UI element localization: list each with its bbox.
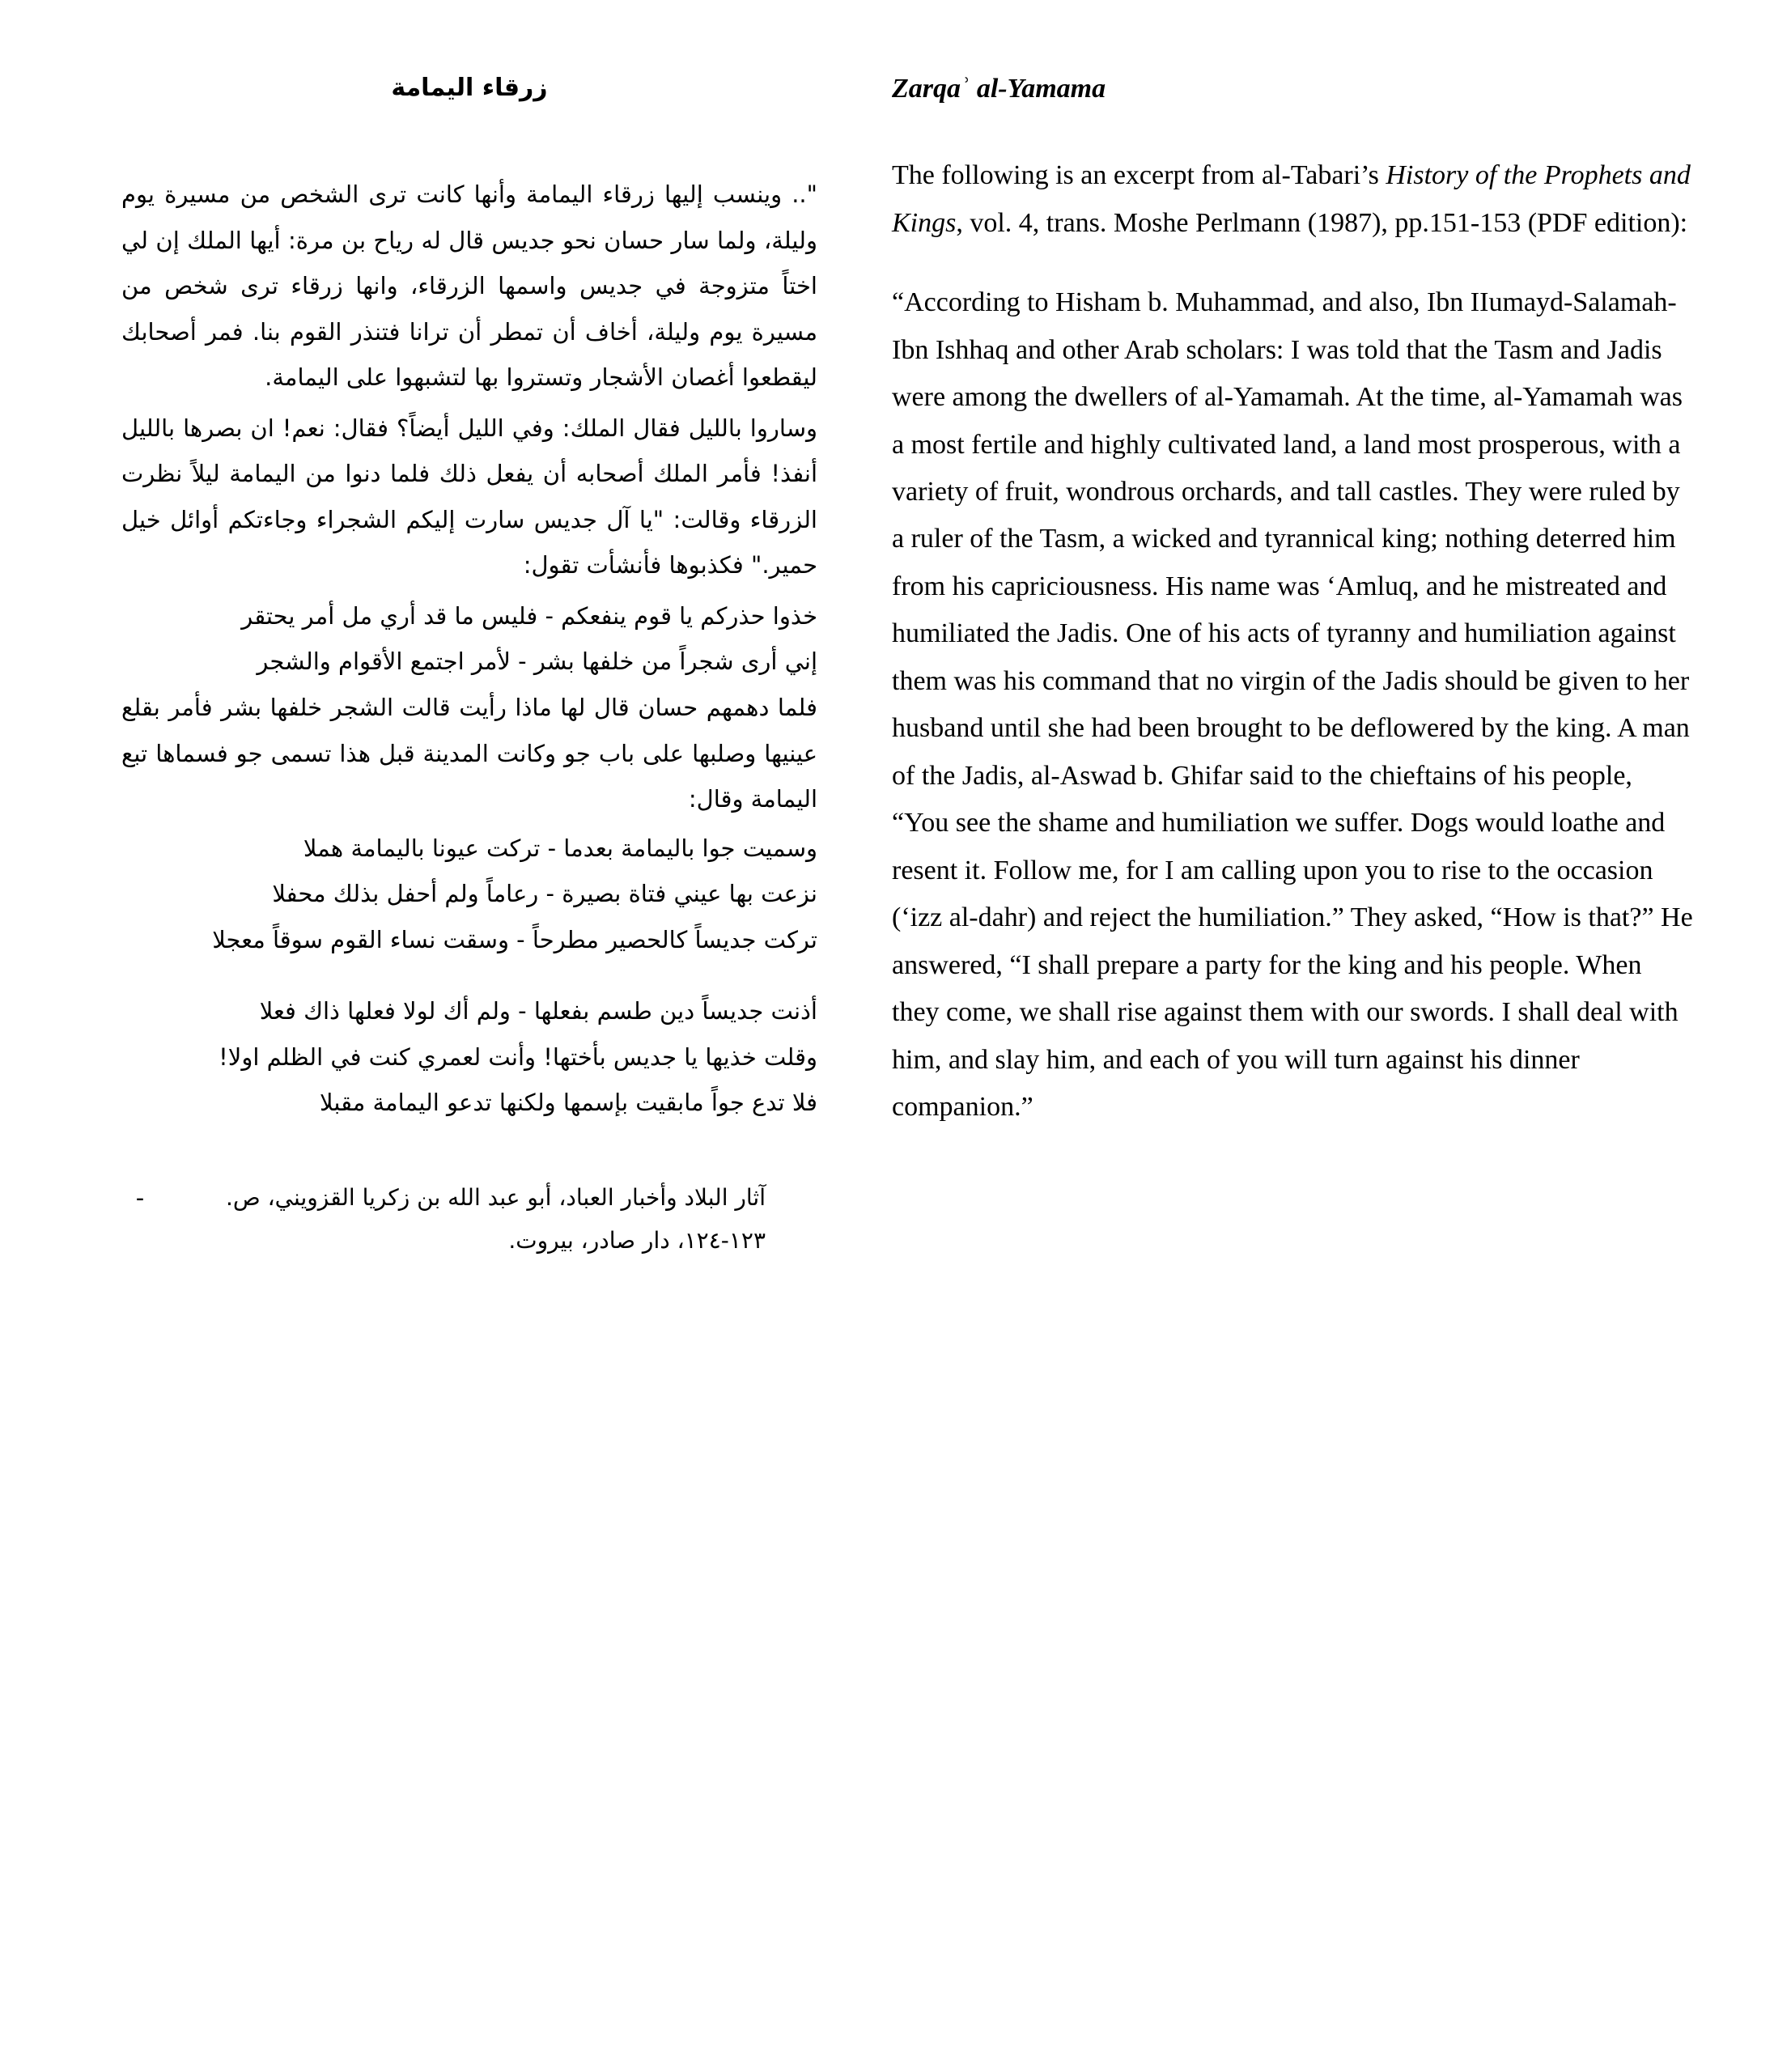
book-title-italic: History of the Prophets and Kings [892, 160, 1691, 238]
arabic-paragraph: ".. وينسب إليها زرقاء اليمامة وأنها كانت ترى الشخص من مسيرة يوم وليلة، ولما سار حسان نحو جديس قال له رياح بن مرة: أيها الملك إن لي اختاً متزوجة في جديس واسمها الزرقاء، وانها زرقاء ترى شخص من مسيرة يوم وليلة، أخاف أن تمطر أن ترانا فتنذر القوم بنا. فمر أصحابك ليقطعوا أغصان الأشجار وتستروا بها لتشبهوا على اليمامة. [121, 180, 817, 392]
arabic-verse-line: فلا تدع جواً مابقيت بإسمها ولكنها تدعو اليمامة مقبلا [320, 1089, 817, 1117]
english-column [874, 71, 1694, 2072]
arabic-source-citation [121, 1176, 817, 1262]
arabic-source-text: آثار البلاد وأخبار العباد، أبو عبد الله بن زكريا القزويني، ص. ١٢٣-١٢٤، دار صادر، بيروت. [225, 1183, 766, 1255]
arabic-verse-line: وسميت جوا باليمامة بعدما - تركت عيونا باليمامة هملا [303, 834, 817, 862]
english-intro-paragraph [892, 152, 1694, 247]
arabic-verse-line: إني أرى شجراً من خلفها بشر - لأمر اجتمع الأقوام والشجر [257, 648, 817, 676]
arabic-verse-line: أذنت جديساً دين طسم بفعلها - ولم أك لولا فعلها ذاك فعلا [259, 997, 817, 1025]
english-title: Zarqaʾ al-Yamama [892, 74, 1106, 104]
arabic-title: زرقاء اليمامة [391, 74, 548, 102]
arabic-verse-block [121, 593, 817, 822]
arabic-verse-line: خذوا حذركم يا قوم ينفعكم - فليس ما قد أري مل أمر يحتقر [241, 601, 817, 630]
intro-text-part-2: , vol. 4, trans. Moshe Perlmann (1987), pp.151-153 (PDF edition): [956, 207, 1688, 238]
arabic-verse-block [121, 826, 817, 963]
arabic-verse-line: تركت جديساً كالحصير مطرحاً - وسقت نساء القوم سوقاً معجلا [212, 925, 817, 953]
list-bullet-dash: - [135, 1183, 145, 1212]
arabic-verse-block [121, 988, 817, 1126]
arabic-paragraph: وساروا بالليل فقال الملك: وفي الليل أيضاً؟ فقال: نعم! ان بصرها بالليل أنفذ! فأمر الملك أصحابه أن يفعل ذلك فلما دنوا من اليمامة ليلاً نظرت الزرقاء وقالت: "يا آل جديس سارت إليكم الشجراء وجاءتكم أوائل خيل حمير." فكذبوها فأنشأت تقول: [121, 414, 817, 580]
arabic-verse-line: نزعت بها عيني فتاة بصيرة - رعاماً ولم أحفل بذلك محفلا [272, 880, 817, 908]
arabic-verse-line: وقلت خذيها يا جديس بأختها! وأنت لعمري كنت في الظلم اولا! [219, 1042, 817, 1071]
arabic-verse-line: فلما دهمهم حسان قال لها ماذا رأيت قالت الشجر خلفها بشر فأمر بقلع عينيها وصلبها على باب جو وكانت المدينة قبل هذا تسمى جو فسماها تبع اليمامة وقال: [121, 694, 817, 813]
english-body-paragraph: “According to Hisham b. Muhammad, and also, Ibn IIumayd-Salamah-Ibn Ishhaq and other Arab scholars: I was told that the Tasm and Jadis were among the dwellers of al-Yamamah. At the time, al-Yamamah was a most fertile and highly cultivated land, a land most prosperous, with a variety of fruit, wondrous orchards, and tall castles. They were ruled by a ruler of the Tasm, a wicked and tyrannical king; nothing deterred him from his capriciousness. His name was ‘Amluq, and he mistreated and humiliated the Jadis. One of his acts of tyranny and humiliation against them was his command that no virgin of the Jadis should be given to her husband until she had been brought to be deflowered by the king. A man of the Jadis, al-Aswad b. Ghifar said to the chieftains of his people, “You see the shame and humiliation we suffer. Dogs would loathe and resent it. Follow me, for I am calling upon you to rise to the occasion (‘izz al-dahr) and reject the humiliation.” They asked, “How is that?” He answered, “I shall prepare a party for the king and his people. When they come, we shall rise against them with our swords. I shall deal with him, and slay him, and each of you will turn against his dinner companion.” [892, 287, 1693, 1123]
arabic-column [121, 71, 874, 2072]
intro-text-part-1: The following is an excerpt from al-Tabari’s [892, 160, 1386, 191]
spacer [121, 966, 817, 988]
